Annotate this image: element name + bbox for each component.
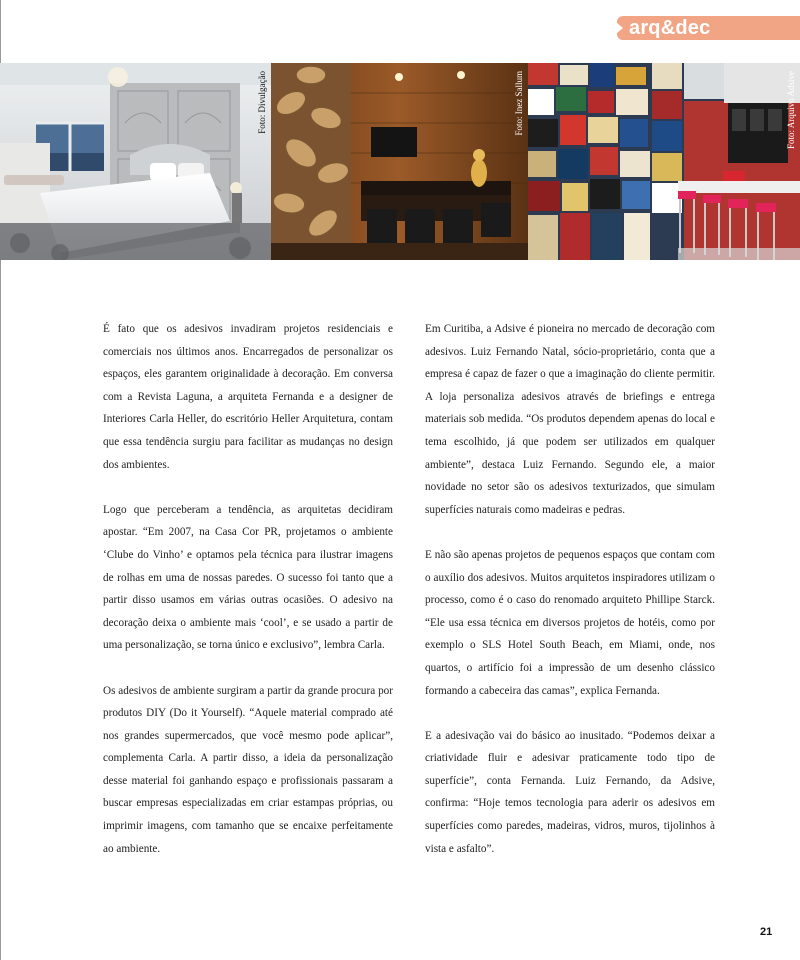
- paragraph: É fato que os adesivos invadiram projetos residenciais e comerciais nos últimos anos. Encarregados de personalizar os espaços, eles garantem originalidade à decoração. Em conversa com a Revista Laguna, a arquiteta Fernanda e a designer de Interiores Carla Heller, do escritório Heller Arquitetura, contam que essa tendência surgiu para facilitar as mudanças no design dos ambientes.: [103, 323, 393, 471]
- photo-credit: Foto: Divulgação: [257, 71, 267, 134]
- article-column-right: [425, 318, 715, 883]
- bedroom-photo: [0, 63, 271, 260]
- photo-credit: Foto: Arquivo Adsive: [786, 71, 796, 150]
- wine-bar-photo: [271, 63, 528, 260]
- page-number: 21: [760, 926, 773, 938]
- paragraph: Os adesivos de ambiente surgiram a partir da grande procura por produtos DIY (Do it Yourself). “Aquele material comprado até nos grandes supermercados, que você mesmo pode aplicar”, complementa Carla. A partir disso, a ideia da personalização desse material foi ganhando espaço e profissionais passaram a buscar empresas especializadas em criar estampas próprias, ou imprimir imagens, com tamanho que se encaixe perfeitamente ao ambiente.: [103, 684, 393, 855]
- photo-strip: [0, 63, 800, 260]
- section-tag: arq&dec: [617, 16, 800, 40]
- paragraph: Logo que perceberam a tendência, as arquitetas decidiram apostar. “Em 2007, na Casa Cor PR, projetamos o ambiente ‘Clube do Vinho’ e optamos pela técnica para ilustrar imagens de rolhas em uma de nossas paredes. O sucesso foi tanto que a partir disso usamos em várias outras ocasiões. O adesivo na decoração deixa o ambiente mais ‘cool’, e se usado a partir de uma personalização, se torna único e exclusivo”, lembra Carla.: [103, 503, 393, 652]
- sticker-bar-photo: [528, 63, 800, 260]
- photo-credit: Foto: Inez Sallum: [514, 71, 524, 136]
- paragraph: Em Curitiba, a Adsive é pioneira no mercado de decoração com adesivos. Luiz Fernando Natal, sócio-proprietário, conta que a empresa é capaz de fazer o que a imaginação do cliente permitir. A loja personaliza adesivos através de briefings e entrega materiais sob medida. “Os produtos dependem apenas do local e tema escolhido, já que podem ser utilizados em qualquer ambiente”, destaca Luiz Fernando. Segundo ele, a maior novidade no setor são os adesivos texturizados, que simulam superfícies naturais como madeiras e pedras.: [425, 323, 715, 516]
- article-column-left: [103, 318, 393, 883]
- paragraph: E não são apenas projetos de pequenos espaços que contam com o auxílio dos adesivos. Muitos arquitetos inspiradores utilizam o processo, como é o caso do renomado arquiteto Phillipe Starck. “Ele usa essa técnica em diversos projetos de hotéis, como por exemplo o SLS Hotel South Beach, em Miami, onde, nos quartos, o artifício foi a impressão de um desenho clássico formando a cabeceira das camas”, explica Fernanda.: [425, 548, 715, 697]
- paragraph: E a adesivação vai do básico ao inusitado. “Podemos deixar a criatividade fluir e adesivar praticamente todo tipo de superfície”, conta Fernanda. Luiz Fernando, da Adsive, confirma: “Hoje temos tecnologia para aderir os adesivos em superfícies como paredes, madeiras, vidros, muros, tijolinhos à vista e asfalto”.: [425, 729, 715, 855]
